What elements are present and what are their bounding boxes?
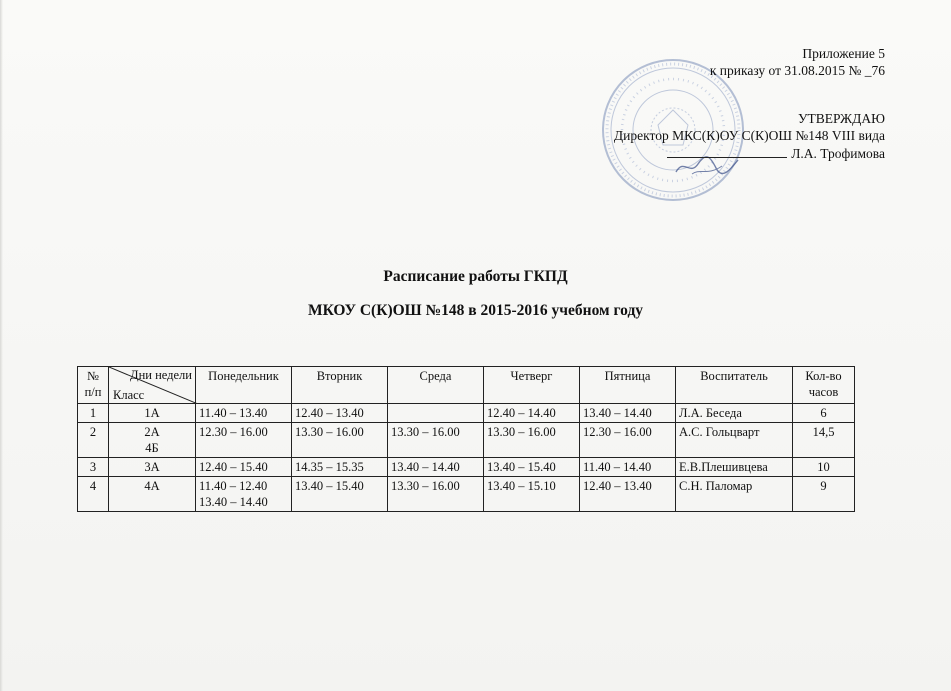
cell-hours: 10 <box>793 458 855 477</box>
cell-thursday-line: 13.30 – 16.00 <box>487 425 556 439</box>
cell-thursday-line: 13.40 – 15.40 <box>487 460 556 474</box>
cell-class-line: 3А <box>144 460 160 474</box>
cell-monday-line: 12.40 – 15.40 <box>199 460 268 474</box>
header-days-label: Дни недели <box>130 368 192 382</box>
cell-class-line: 2А <box>144 425 160 439</box>
header-num-line2: п/п <box>84 385 102 399</box>
cell-teacher: Е.В.Плешивцева <box>676 458 793 477</box>
cell-teacher: Л.А. Беседа <box>676 404 793 423</box>
cell-friday <box>580 477 676 512</box>
signature-line <box>667 144 787 158</box>
cell-monday <box>196 477 292 512</box>
header-teacher: Воспитатель <box>676 367 793 404</box>
cell-friday <box>580 404 676 423</box>
cell-thursday-line: 12.40 – 14.40 <box>487 406 556 420</box>
cell-tuesday <box>292 423 388 458</box>
appendix-label: Приложение 5 <box>802 46 885 61</box>
cell-wednesday-line: 13.40 – 14.40 <box>391 460 460 474</box>
page-edge-shadow <box>0 0 3 691</box>
cell-wednesday-line: 13.30 – 16.00 <box>391 425 460 439</box>
table-row <box>78 404 855 423</box>
cell-hours: 9 <box>793 477 855 512</box>
cell-friday-line: 12.30 – 16.00 <box>583 425 652 439</box>
cell-thursday <box>484 458 580 477</box>
cell-teacher: А.С. Гольцварт <box>676 423 793 458</box>
cell-thursday <box>484 404 580 423</box>
cell-monday-line: 11.40 – 12.40 <box>199 479 268 493</box>
cell-class <box>109 404 196 423</box>
cell-monday <box>196 458 292 477</box>
signer-line <box>465 144 885 162</box>
cell-monday-line: 12.30 – 16.00 <box>199 425 268 439</box>
director-title: Директор МКС(К)ОУ С(К)ОШ №148 VIII вида <box>613 128 885 143</box>
header-thursday: Четверг <box>484 367 580 404</box>
table-body <box>78 404 855 512</box>
cell-friday-line: 12.40 – 13.40 <box>583 479 652 493</box>
cell-tuesday-line: 14.35 – 15.35 <box>295 460 364 474</box>
cell-class-line: 1А <box>144 406 160 420</box>
cell-tuesday <box>292 404 388 423</box>
header-tuesday: Вторник <box>292 367 388 404</box>
cell-thursday <box>484 423 580 458</box>
document-title: Расписание работы ГКПД <box>383 268 568 285</box>
header-wednesday: Среда <box>388 367 484 404</box>
cell-teacher: С.Н. Паломар <box>676 477 793 512</box>
header-hours-line2: часов <box>808 385 839 399</box>
cell-num: 4 <box>78 477 109 512</box>
approve-label: УТВЕРЖДАЮ <box>797 111 885 126</box>
schedule-table <box>77 366 855 512</box>
cell-tuesday <box>292 477 388 512</box>
cell-friday-line: 11.40 – 14.40 <box>583 460 652 474</box>
cell-thursday-line: 13.40 – 15.10 <box>487 479 556 493</box>
cell-wednesday <box>388 404 484 423</box>
document-subtitle: МКОУ С(К)ОШ №148 в 2015-2016 учебном году <box>307 302 644 319</box>
cell-wednesday <box>388 477 484 512</box>
cell-num: 2 <box>78 423 109 458</box>
cell-wednesday-line <box>391 405 480 421</box>
cell-monday <box>196 404 292 423</box>
cell-wednesday-line: 13.30 – 16.00 <box>391 479 460 493</box>
cell-tuesday-line: 13.40 – 15.40 <box>295 479 364 493</box>
cell-wednesday <box>388 423 484 458</box>
cell-monday-line: 11.40 – 13.40 <box>199 406 268 420</box>
cell-thursday <box>484 477 580 512</box>
cell-friday <box>580 423 676 458</box>
cell-class <box>109 477 196 512</box>
header-class-label: Класс <box>113 388 145 402</box>
approval-header <box>465 45 885 162</box>
cell-class <box>109 458 196 477</box>
cell-num: 1 <box>78 404 109 423</box>
cell-tuesday-line: 12.40 – 13.40 <box>295 406 364 420</box>
cell-monday <box>196 423 292 458</box>
header-friday: Пятница <box>580 367 676 404</box>
cell-tuesday-line: 13.30 – 16.00 <box>295 425 364 439</box>
cell-monday-line: 13.40 – 14.40 <box>199 495 268 509</box>
header-days-class <box>109 367 196 404</box>
cell-num: 3 <box>78 458 109 477</box>
cell-hours: 6 <box>793 404 855 423</box>
cell-tuesday <box>292 458 388 477</box>
table-row <box>78 458 855 477</box>
cell-friday <box>580 458 676 477</box>
header-num-line1: № <box>87 369 99 383</box>
cell-friday-line: 13.40 – 14.40 <box>583 406 652 420</box>
table-header-row <box>78 367 855 404</box>
cell-wednesday <box>388 458 484 477</box>
cell-class <box>109 423 196 458</box>
table-row <box>78 423 855 458</box>
header-num <box>78 367 109 404</box>
order-reference: к приказу от 31.08.2015 № _76 <box>709 63 885 78</box>
cell-class-line: 4А <box>144 479 160 493</box>
header-monday: Понедельник <box>196 367 292 404</box>
signer-name: Л.А. Трофимова <box>791 146 885 161</box>
cell-class-line: 4Б <box>145 441 159 455</box>
header-hours-line1: Кол-во <box>805 369 842 383</box>
cell-hours: 14,5 <box>793 423 855 458</box>
header-hours <box>793 367 855 404</box>
table-row <box>78 477 855 512</box>
